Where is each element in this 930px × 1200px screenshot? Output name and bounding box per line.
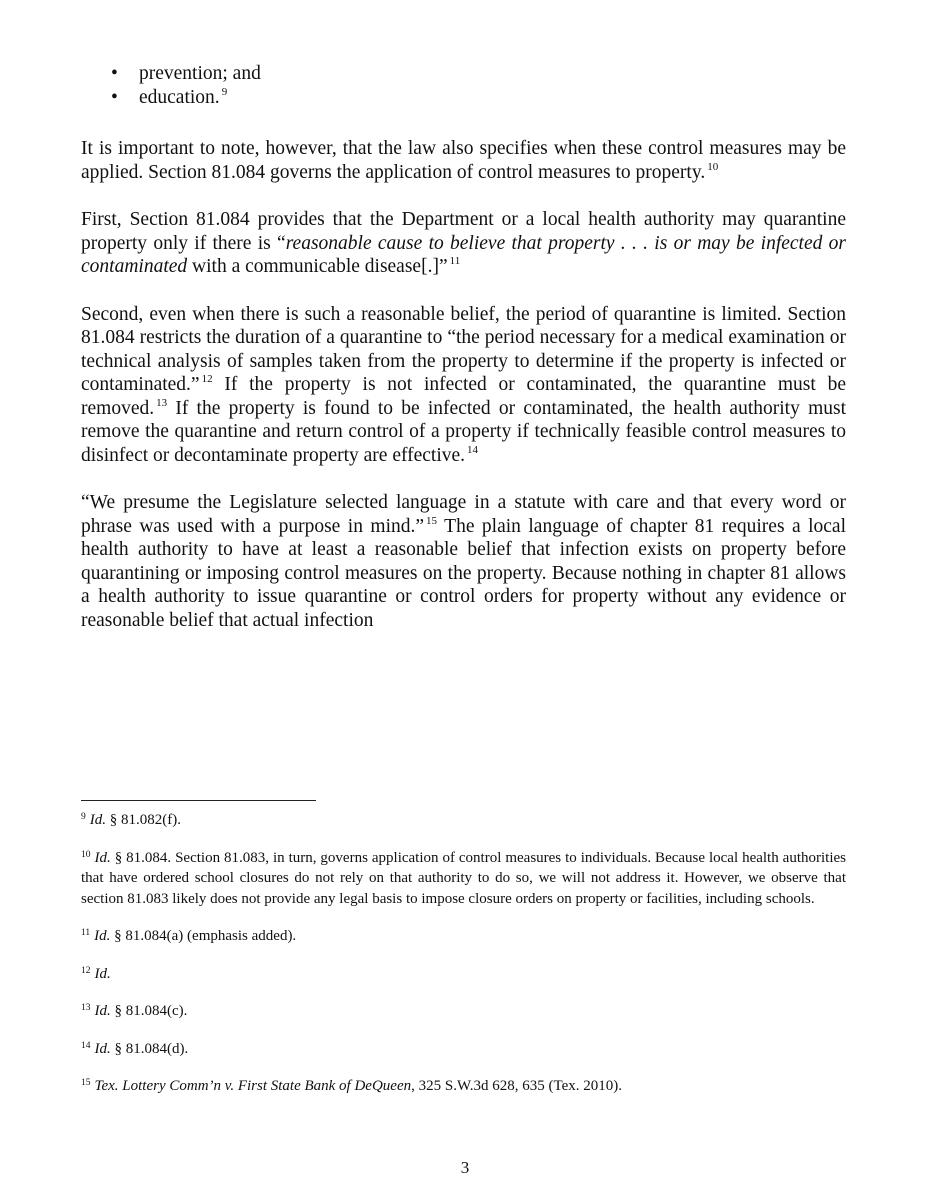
footnote-number: 12 xyxy=(81,965,91,976)
footnote-ref: 10 xyxy=(707,160,719,173)
paragraph-second-requirement xyxy=(81,303,846,468)
footnote-15 xyxy=(81,1076,846,1097)
citation-italic: Id. xyxy=(94,928,111,944)
paragraph-first-requirement xyxy=(81,208,846,279)
footnote-12 xyxy=(81,964,846,985)
footnote-number: 11 xyxy=(81,928,91,938)
footnote-text: § 81.084(d). xyxy=(110,1040,189,1057)
control-measures-list xyxy=(81,62,846,110)
footnote-divider xyxy=(81,800,316,801)
bullet-icon: • xyxy=(111,63,118,84)
footnote-text: § 81.084(c). xyxy=(110,1003,188,1019)
citation-italic: Id. xyxy=(94,1003,111,1019)
paragraph-text: with a communicable disease[.]” xyxy=(187,256,448,277)
citation-italic: Id. xyxy=(94,849,111,866)
footnotes-section xyxy=(81,810,846,1097)
list-item-text: education. xyxy=(139,87,220,108)
footnote-number: 13 xyxy=(81,1003,91,1013)
footnote-13 xyxy=(81,1001,846,1022)
footnote-ref: 11 xyxy=(449,255,461,267)
paragraph-text: It is important to note, however, that the law also specifies when these control measures may be applied. Section 81.084 governs the application of control measures to property. xyxy=(81,138,846,183)
bullet-icon: • xyxy=(111,87,118,108)
list-item-text: prevention; and xyxy=(139,63,261,84)
footnote-number: 10 xyxy=(81,849,91,860)
footnote-text: , 325 S.W.3d 628, 635 (Tex. 2010). xyxy=(411,1078,623,1094)
citation-italic: Id. xyxy=(94,965,111,982)
footnote-ref: 12 xyxy=(201,373,213,385)
footnote-ref: 15 xyxy=(426,514,438,527)
paragraph-text: First, Section 81.084 provides that the Department or a local health authority may quarantine property only if there is “ xyxy=(81,209,846,254)
emphasized-quote: reasonable cause to believe that property . . . is or may be infected or contaminated xyxy=(81,232,847,277)
paragraph-text: The plain language of chapter 81 requires a local health authority to have at least a reasonable belief that infection exists on property before quarantining or imposing control measures on the property. Because nothing in chapter 81 allows a health authority to issue quarantine or control orders for property without any evidence or reasonable belief that actual infection xyxy=(81,515,847,631)
paragraph-text: “We presume the Legislature selected language in a statute with care and that every word or phrase was used with a purpose in mind.” xyxy=(81,492,846,537)
footnote-14 xyxy=(81,1039,846,1060)
citation-italic: Tex. Lottery Comm’n v. First State Bank of DeQueen xyxy=(94,1078,412,1094)
footnote-number: 9 xyxy=(81,812,86,822)
document-body xyxy=(81,62,846,632)
footnote-number: 15 xyxy=(81,1078,91,1088)
citation-italic: Id. xyxy=(89,812,106,828)
paragraph-plain-language xyxy=(81,491,846,632)
footnote-9 xyxy=(81,810,846,831)
footnote-11 xyxy=(81,926,846,947)
paragraph-text: If the property is found to be infected or contaminated, the health authority must remove the quarantine and return control of a property if technically feasible control measures to disinfect or decontaminate property are effective. xyxy=(81,397,846,466)
list-item xyxy=(111,62,846,86)
footnote-text: § 81.084(a) (emphasis added). xyxy=(110,928,297,944)
citation-italic: Id. xyxy=(94,1040,111,1057)
paragraph-text: If the property is not infected or contaminated, the quarantine must be removed. xyxy=(81,374,846,419)
footnote-ref: 9 xyxy=(221,86,228,98)
list-item xyxy=(111,86,846,110)
footnote-ref: 13 xyxy=(156,396,168,409)
footnote-text: § 81.082(f). xyxy=(106,812,181,828)
page-number: 3 xyxy=(460,1158,470,1177)
footnote-number: 14 xyxy=(81,1040,91,1051)
paragraph-control-measures xyxy=(81,137,846,184)
footnote-ref: 14 xyxy=(467,443,479,456)
paragraph-text: Second, even when there is such a reasonable belief, the period of quarantine is limited. Section 81.084 restricts the duration of a quarantine to “the period necessary for a medical examination or technical analysis of samples taken from the property to determine if the property is infected or contaminated.” xyxy=(81,303,846,395)
footnote-10 xyxy=(81,848,846,910)
footnote-text: § 81.084. Section 81.083, in turn, governs application of control measures to individuals. Because local health authorities that have ordered school closures do not rely on that authority to do so, we will not address it. However, we observe that section 81.083 likely does not provide any legal basis to impose closure orders on property or facilities, including schools. xyxy=(81,849,846,907)
